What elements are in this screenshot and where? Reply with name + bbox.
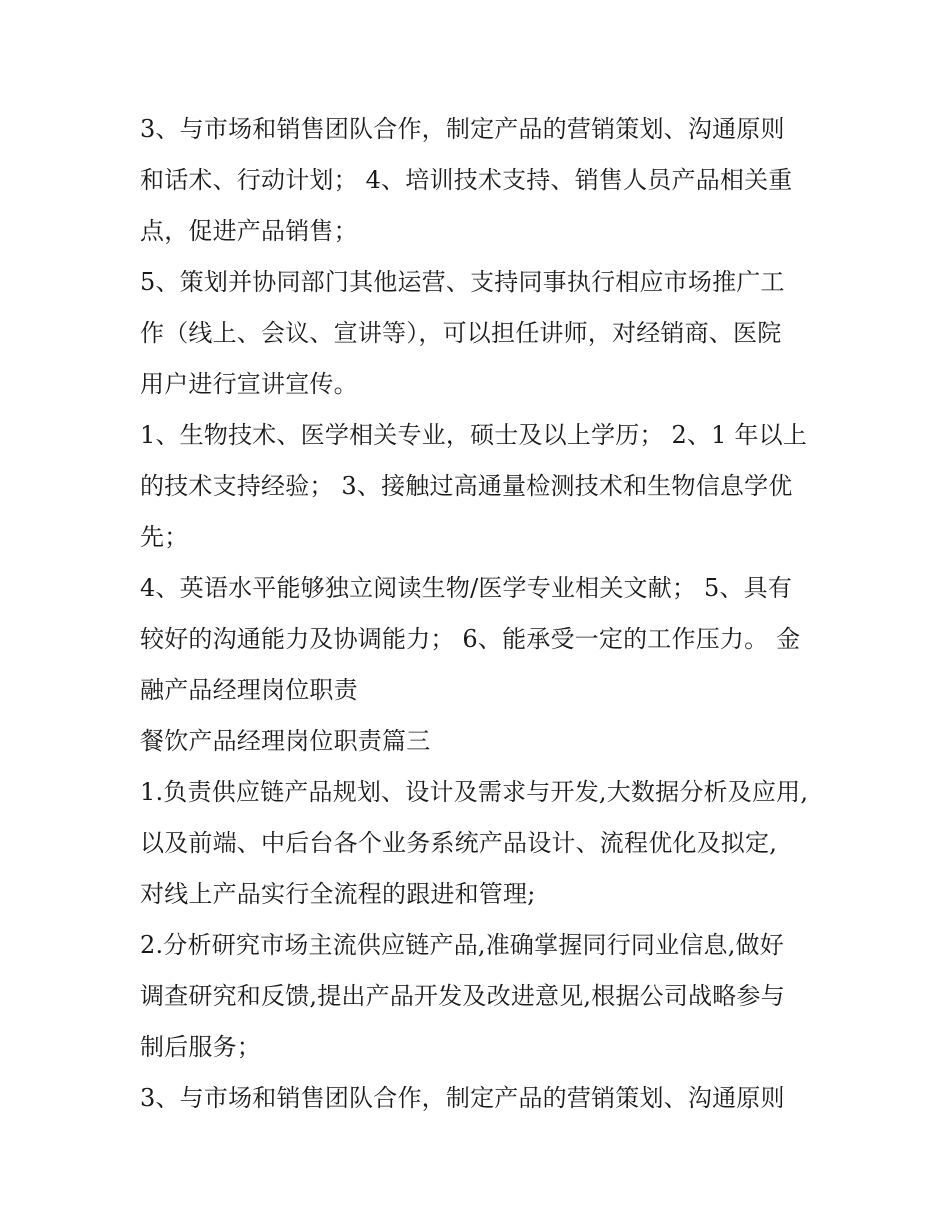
text-line: 用户进行宣讲宣传。 bbox=[140, 370, 358, 398]
text-line: 1、生物技术、医学相关专业，硕士及以上学历； 2、1 年以上 bbox=[140, 421, 808, 449]
text-line: 2.分析研究市场主流供应链产品,准确掌握同行同业信息,做好 bbox=[140, 931, 784, 959]
document-body bbox=[140, 104, 830, 1124]
text-line: 点，促进产品销售； bbox=[140, 217, 358, 245]
text-line: 作（线上、会议、宣讲等），可以担任讲师，对经销商、医院 bbox=[140, 319, 782, 347]
text-line: 和话术、行动计划； 4、培训技术支持、销售人员产品相关重 bbox=[140, 166, 793, 194]
text-line: 的技术支持经验； 3、接触过高通量检测技术和生物信息学优 bbox=[140, 472, 793, 500]
text-line: 调查研究和反馈,提出产品开发及改进意见,根据公司战略参与 bbox=[140, 982, 785, 1010]
text-line: 3、与市场和销售团队合作，制定产品的营销策划、沟通原则 bbox=[140, 115, 785, 143]
text-line: 对线上产品实行全流程的跟进和管理; bbox=[140, 880, 536, 908]
text-line: 融产品经理岗位职责 bbox=[140, 676, 358, 704]
text-line: 制后服务； bbox=[140, 1033, 261, 1061]
text-line: 较好的沟通能力及协调能力； 6、能承受一定的工作压力。 金 bbox=[140, 625, 801, 653]
section-heading: 餐饮产品经理岗位职责篇三 bbox=[140, 727, 431, 755]
text-line: 5、策划并协同部门其他运营、支持同事执行相应市场推广工 bbox=[140, 268, 785, 296]
text-line: 3、与市场和销售团队合作，制定产品的营销策划、沟通原则 bbox=[140, 1084, 785, 1112]
text-line: 4、英语水平能够独立阅读生物/医学专业相关文献； 5、具有 bbox=[140, 574, 793, 602]
text-line: 1.负责供应链产品规划、设计及需求与开发,大数据分析及应用, bbox=[140, 778, 809, 806]
text-line: 以及前端、中后台各个业务系统产品设计、流程优化及拟定, bbox=[140, 829, 778, 857]
text-line: 先； bbox=[140, 523, 189, 551]
